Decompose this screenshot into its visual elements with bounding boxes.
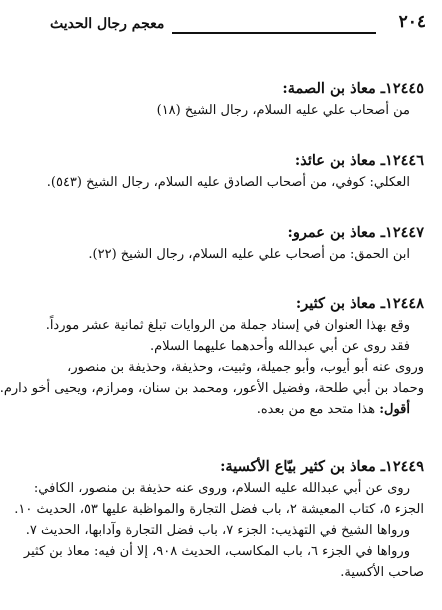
entry-12446: [44, 150, 424, 193]
entry-12447: [44, 222, 424, 265]
entry-heading: ١٢٤٤٥ـ معاذ بن الصمة:: [282, 80, 424, 97]
entry-heading: ١٢٤٤٩ـ معاذ بن كثير بيّاع الأكسية:: [220, 458, 424, 475]
entry-text: وقع بهذا العنوان في إسناد جملة من الروايات تبلغ ثمانية عشر مورداً.: [45, 318, 410, 333]
note-text: هذا متحد مع من بعده.: [256, 402, 376, 417]
entry-text: ورواها في الجزء ٦، باب المكاسب، الحديث ٩٠٨، إلا أن فيه: معاذ بن كثير: [23, 544, 410, 559]
entry-text: ابن الحمق: من أصحاب علي عليه السلام، رجال الشيخ (٢٢).: [88, 247, 410, 262]
entry-text: من أصحاب علي عليه السلام، رجال الشيخ (١٨): [156, 103, 410, 118]
entry-note: [44, 399, 424, 420]
running-title: معجم رجال الحديث: [50, 16, 165, 32]
entry-text: العكلي: كوفي، من أصحاب الصادق عليه السلام، رجال الشيخ (٥٤٣).: [46, 175, 410, 190]
entry-heading: ١٢٤٤٦ـ معاذ بن عائذ:: [294, 152, 424, 169]
entry-heading: ١٢٤٤٨ـ معاذ بن كثير:: [295, 295, 424, 312]
note-label: أقول:: [379, 402, 410, 417]
entry-text: وحماد بن أبي طلحة، وفضيل الأعور، ومحمد بن سنان، ومرازم، ويحيى أخو دارم.: [0, 381, 424, 396]
page-header: [42, 12, 426, 42]
entry-text: صاحب الأكسية.: [340, 565, 424, 580]
entry-12448: [0, 293, 424, 420]
entry-12445: [44, 78, 424, 121]
page-number: ٢٠٤: [398, 12, 426, 32]
entry-heading: ١٢٤٤٧ـ معاذ بن عمرو:: [287, 224, 424, 241]
entry-text: ورواها الشيخ في التهذيب: الجزء ٧، باب فضل التجارة وآدابها، الحديث ٧.: [25, 523, 410, 538]
entry-text: روى عن أبي عبدالله عليه السلام، وروى عنه حذيفة بن منصور، الكافي:: [33, 481, 410, 496]
header-rule: [172, 32, 376, 34]
entry-text: الجزء ٥، كتاب المعيشة ٢، باب فضل التجارة والمواظبة عليها ٥٣، الحديث ١٠.: [14, 502, 424, 517]
entry-text: فقد روى عن أبي عبدالله وأحدهما عليهما السلام.: [150, 339, 410, 354]
entry-12449: [14, 456, 424, 583]
entry-text: وروى عنه أبو أيوب، وأبو جميلة، وثبيت، وحذيفة، وحذيفة بن منصور،: [67, 360, 424, 375]
